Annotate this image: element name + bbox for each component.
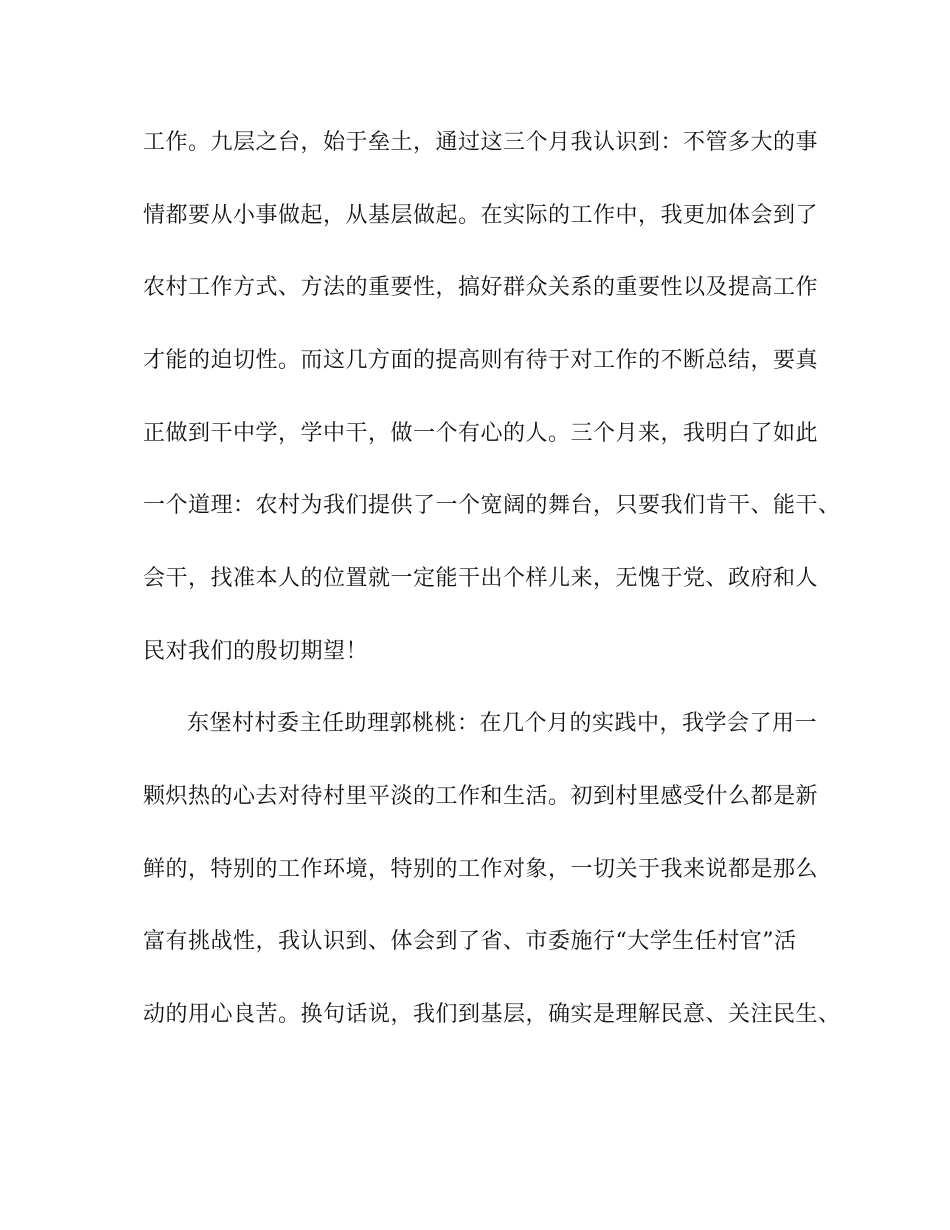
text-line: 工作。九层之台，始于垒土，通过这三个月我认识到：不管多大的事 (143, 130, 819, 155)
text-line: 富有挑战性，我认识到、体会到了省、市委施行“大学生任村官”活 (143, 929, 797, 954)
text-line: 情都要从小事做起，从基层做起。在实际的工作中，我更加体会到了 (143, 203, 819, 228)
text-line: 才能的迫切性。而这几方面的提高则有待于对工作的不断总结，要真 (143, 348, 819, 373)
text-line: 颗炽热的心去对待村里平淡的工作和生活。初到村里感受什么都是新 (143, 784, 819, 809)
text-line: 会干，找准本人的位置就一定能干出个样儿来，无愧于党、政府和人 (143, 566, 819, 591)
paragraph-first-line: 东堡村村委主任助理郭桃桃：在几个月的实践中，我学会了用一 (187, 711, 818, 736)
text-line: 民对我们的殷切期望！ (143, 639, 369, 664)
text-line: 鲜的，特别的工作环境，特别的工作对象，一切关于我来说都是那么 (143, 857, 819, 882)
text-line: 一个道理：农村为我们提供了一个宽阔的舞台，只要我们肯干、能干、 (143, 493, 841, 518)
text-line: 农村工作方式、方法的重要性，搞好群众关系的重要性以及提高工作 (143, 275, 819, 300)
text-line: 正做到干中学，学中干，做一个有心的人。三个月来，我明白了如此 (143, 421, 819, 446)
text-line: 动的用心良苦。换句话说，我们到基层，确实是理解民意、关注民生、 (143, 1002, 841, 1027)
